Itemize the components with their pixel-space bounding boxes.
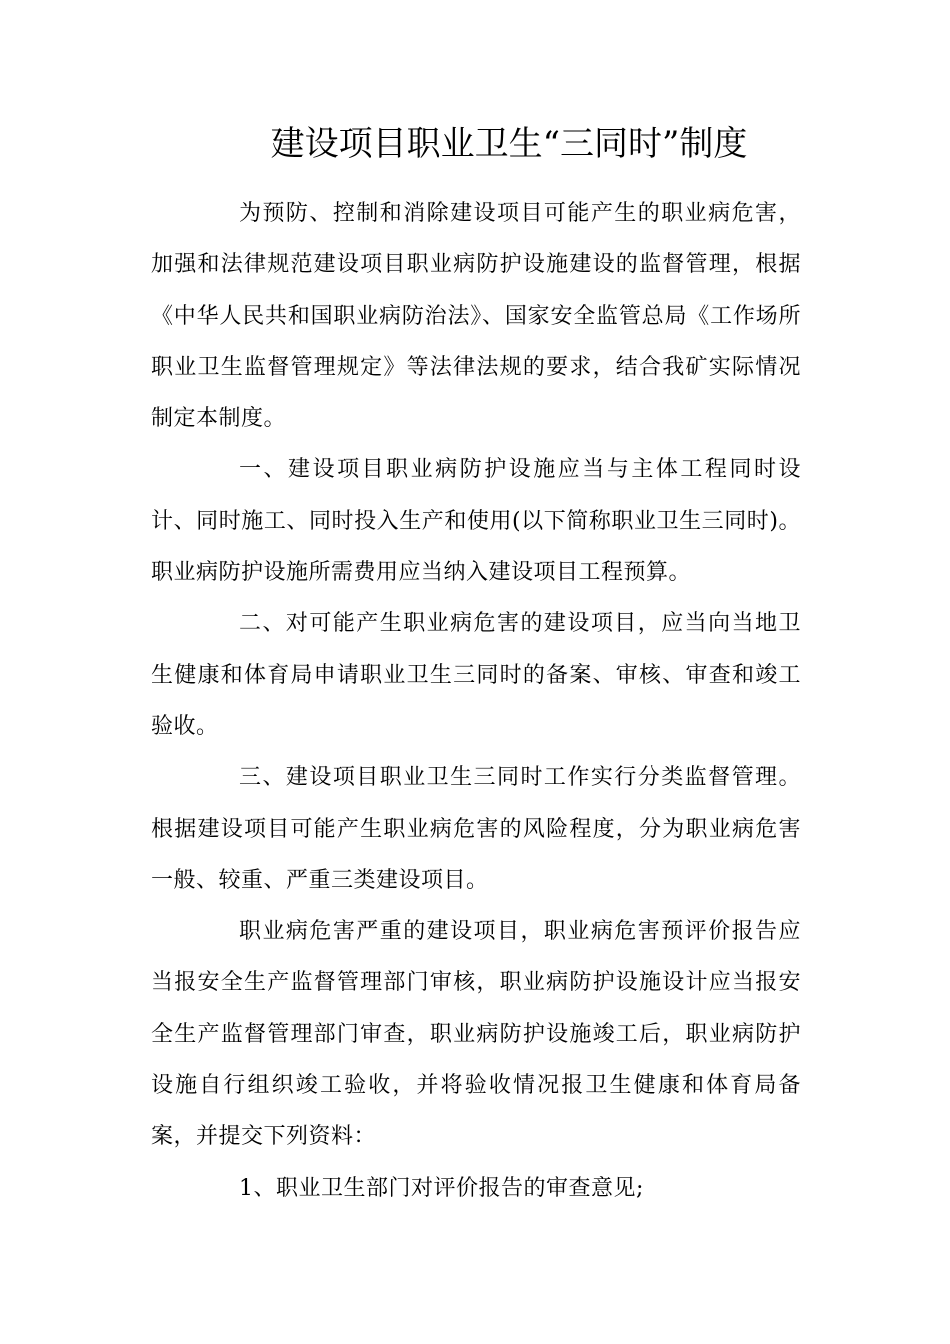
list-item: 1、职业卫生部门对评价报告的审查意见; (239, 1175, 644, 1201)
paragraph-article-3: 三、建设项目职业卫生三同时工作实行分类监督管理。根据建设项目可能产生职业病危害的风险程度，分为职业病危害一般、较重、严重三类建设项目。 (151, 765, 801, 893)
paragraph-article-1: 一、建设项目职业病防护设施应当与主体工程同时设计、同时施工、同时投入生产和使用(以下简称职业卫生三同时)。职业病防护设施所需费用应当纳入建设项目工程预算。 (151, 457, 801, 586)
document-title: 建设项目职业卫生“三同时”制度 (270, 124, 748, 164)
paragraph-article-2: 二、对可能产生职业病危害的建设项目，应当向当地卫生健康和体育局申请职业卫生三同时的备案、审核、审查和竣工验收。 (151, 611, 801, 739)
paragraph-preamble: 为预防、控制和消除建设项目可能产生的职业病危害，加强和法律规范建设项目职业病防护设施建设的监督管理，根据《中华人民共和国职业病防治法》、国家安全监管总局《工作场所职业卫生监督管理规定》等法律法规的要求，结合我矿实际情况制定本制度。 (151, 201, 801, 432)
document-body (151, 188, 801, 1214)
paragraph-severe-projects: 职业病危害严重的建设项目，职业病危害预评价报告应当报安全生产监督管理部门审核，职业病防护设施设计应当报安全生产监督管理部门审查，职业病防护设施竣工后，职业病防护设施自行组织竣工验收，并将验收情况报卫生健康和体育局备案，并提交下列资料： (151, 919, 801, 1150)
